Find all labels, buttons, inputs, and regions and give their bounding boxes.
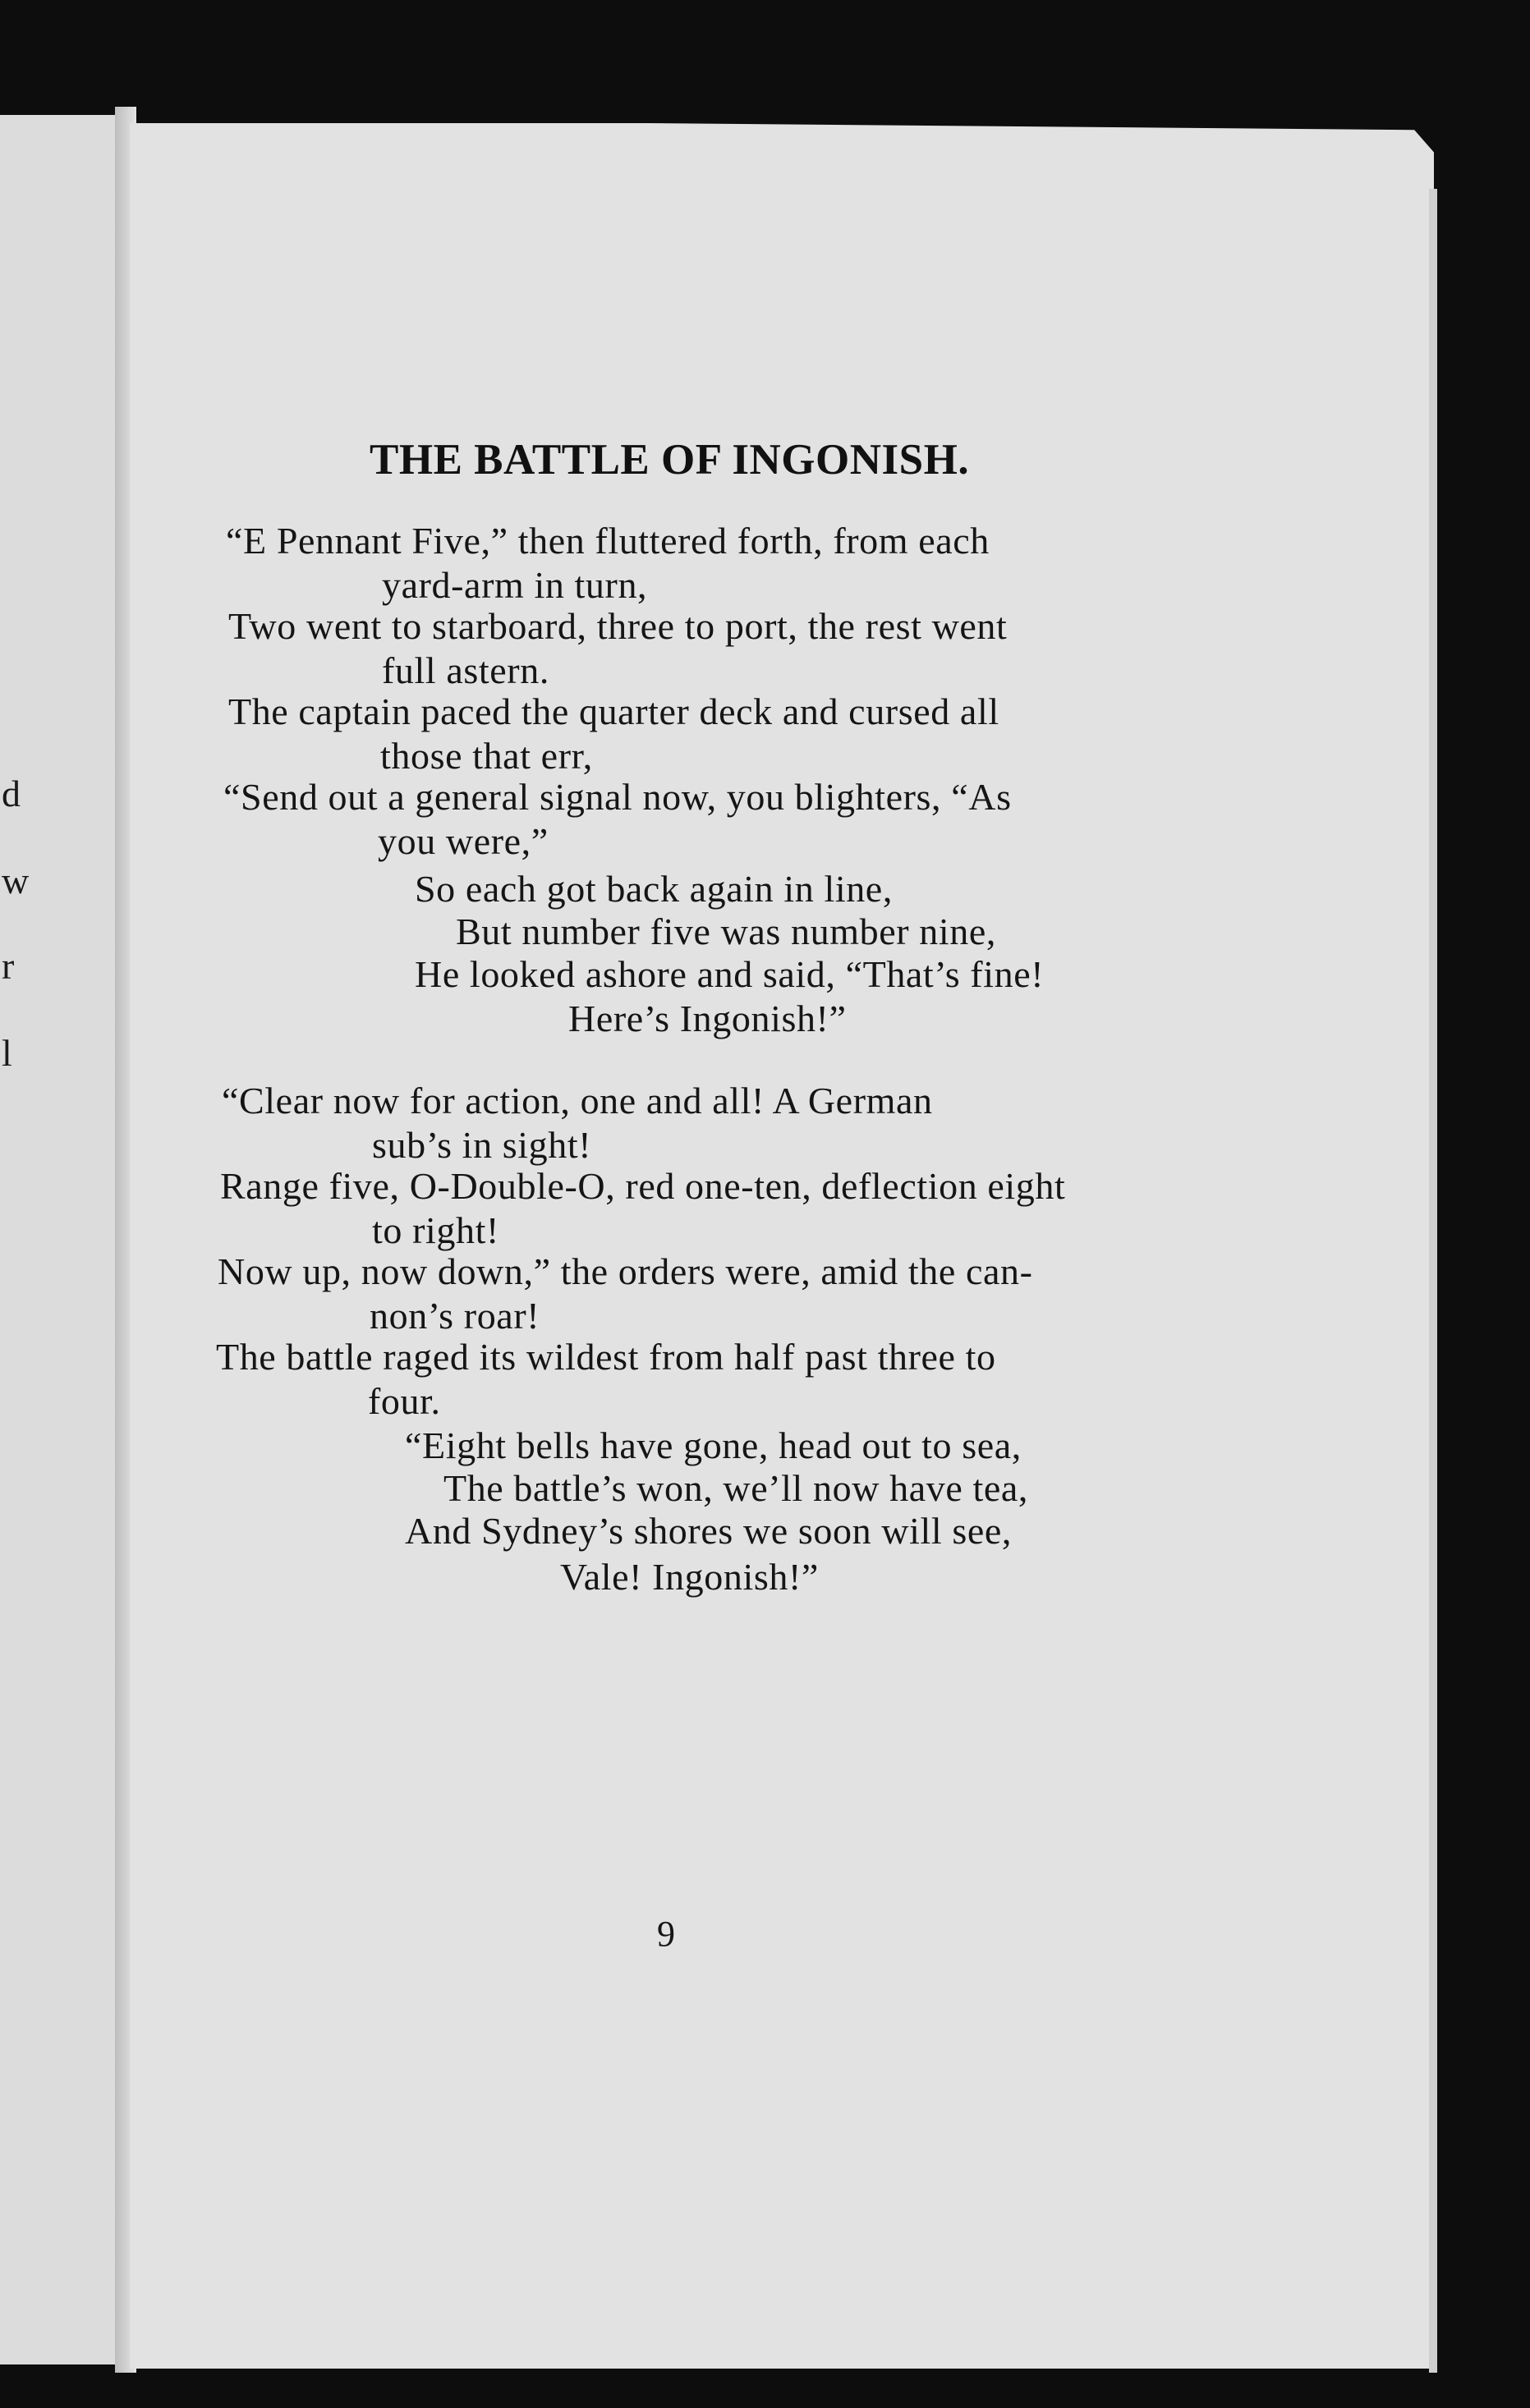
- poem-title: THE BATTLE OF INGONISH.: [370, 436, 970, 484]
- poem-line: Vale! Ingonish!”: [560, 1556, 819, 1598]
- poem-line: He looked ashore and said, “That’s fine!: [415, 953, 1045, 995]
- poem-line: Range five, O-Double-O, red one-ten, deflection eight: [220, 1165, 1066, 1207]
- poem-line: non’s roar!: [370, 1295, 540, 1337]
- poem-line: “Clear now for action, one and all! A German: [222, 1080, 933, 1121]
- poem-line: Now up, now down,” the orders were, amid the can-: [218, 1250, 1033, 1292]
- poem-line: full astern.: [382, 649, 549, 691]
- poem-line: yard-arm in turn,: [382, 564, 648, 606]
- poem-line: you were,”: [378, 820, 549, 862]
- left-page-fragment: l: [2, 1032, 12, 1074]
- poem-line: The battle raged its wildest from half past three to: [216, 1336, 996, 1378]
- poem-line: The captain paced the quarter deck and cursed all: [228, 690, 999, 732]
- poem-line: “Eight bells have gone, head out to sea,: [405, 1424, 1022, 1466]
- left-page-fragment: r: [2, 945, 15, 987]
- poem-line: those that err,: [380, 735, 593, 777]
- poem-line: four.: [368, 1380, 441, 1422]
- page-number: 9: [657, 1914, 675, 1954]
- poem-line: So each got back again in line,: [415, 868, 893, 910]
- poem-line: Here’s Ingonish!”: [568, 998, 847, 1039]
- left-page-fragment: d: [2, 773, 21, 814]
- poem-line: And Sydney’s shores we soon will see,: [405, 1510, 1012, 1552]
- poem-line: But number five was number nine,: [456, 910, 996, 952]
- poem-line: “E Pennant Five,” then fluttered forth, from each: [226, 520, 990, 562]
- left-page-fragment: w: [2, 860, 30, 901]
- poem-line: “Send out a general signal now, you blighters, “As: [223, 776, 1012, 818]
- poem-line: The battle’s won, we’ll now have tea,: [443, 1467, 1028, 1509]
- page-edge-shadow: [1429, 189, 1437, 2373]
- poem-line: to right!: [372, 1209, 499, 1251]
- left-page-edge: [0, 115, 123, 2364]
- poem-line: Two went to starboard, three to port, the rest went: [228, 605, 1008, 647]
- poem-line: sub’s in sight!: [372, 1124, 592, 1166]
